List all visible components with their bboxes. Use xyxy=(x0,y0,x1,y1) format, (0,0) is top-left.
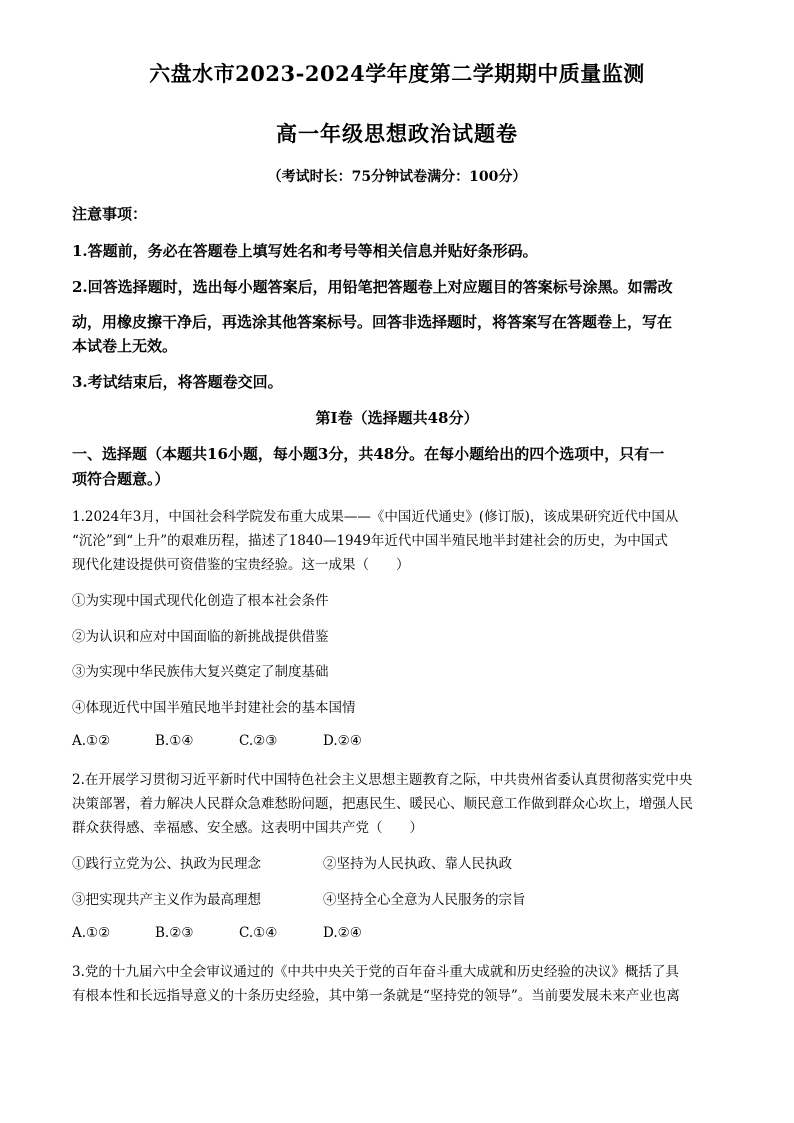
section-instructions-line-1: 一、选择题（本题共16小题，每小题3分，共48分。在每小题给出的四个选项中，只有一 xyxy=(72,445,665,463)
question-2-statement-3: ③把实现共产主义作为最高理想 xyxy=(72,892,261,908)
question-2-option-a[interactable]: A.①② xyxy=(72,925,111,941)
exam-duration-info: （考试时长：75分钟试卷满分：100分） xyxy=(267,169,527,185)
question-1-stem-line-3: 现代化建设提供可资借鉴的宝贵经验。这一成果（ ） xyxy=(72,557,410,573)
question-2-stem-line-2: 决策部署，着力解决人民群众急难愁盼问题，把惠民生、暖民心、顺民意工作做到群众心坎上，增强人民 xyxy=(72,796,693,812)
question-2-stem-line-3: 群众获得感、幸福感、安全感。这表明中国共产党（ ） xyxy=(72,820,423,836)
question-1-option-c[interactable]: C.②③ xyxy=(239,733,278,749)
question-2-statement-4: ④坚持全心全意为人民服务的宗旨 xyxy=(323,892,526,908)
question-1-statement-3: ③为实现中华民族伟大复兴奠定了制度基础 xyxy=(72,664,329,680)
notice-heading: 注意事项： xyxy=(72,205,148,223)
question-2-statement-2: ②坚持为人民执政、靠人民执政 xyxy=(323,856,512,872)
question-2-stem-line-1: 2.在开展学习贯彻习近平新时代中国特色社会主义思想主题教育之际，中共贵州省委认真贯彻落实党中央 xyxy=(72,772,693,788)
section-instructions-line-2: 项符合题意。） xyxy=(72,470,170,488)
notice-item-3: 3.考试结束后，将答题卷交回。 xyxy=(72,373,283,391)
question-1-stem-line-2: “沉沦”到“上升”的艰难历程，描述了1840—1949年近代中国半殖民地半封建社会的历史，为中国式 xyxy=(72,533,668,549)
question-2-option-c[interactable]: C.①④ xyxy=(239,925,278,941)
question-2-option-d[interactable]: D.②④ xyxy=(323,925,362,941)
notice-item-2-line-1: 2.回答选择题时，选出每小题答案后，用铅笔把答题卷上对应题目的答案标号涂黑。如需改 xyxy=(72,278,673,296)
question-1-option-a[interactable]: A.①② xyxy=(72,733,111,749)
exam-title: 六盘水市2023-2024学年度第二学期期中质量监测 xyxy=(149,61,645,86)
exam-subtitle: 高一年级思想政治试题卷 xyxy=(276,121,518,146)
volume-title: 第Ⅰ卷（选择题共48分） xyxy=(315,409,479,427)
notice-item-2-line-3: 本试卷上无效。 xyxy=(72,337,178,355)
question-2-option-b[interactable]: B.②③ xyxy=(155,925,194,941)
question-3-stem-line-2: 有根本性和长远指导意义的十条历史经验，其中第一条就是“坚持党的领导”。当前要发展未来产业也离 xyxy=(72,988,680,1004)
notice-item-2-line-2: 动，用橡皮擦干净后，再选涂其他答案标号。回答非选择题时，将答案写在答题卷上，写在 xyxy=(72,313,673,331)
question-3-stem-line-1: 3.党的十九届六中全会审议通过的《中共中央关于党的百年奋斗重大成就和历史经验的决议》概括了具 xyxy=(72,964,679,980)
question-1-statement-1: ①为实现中国式现代化创造了根本社会条件 xyxy=(72,593,329,609)
question-2-statement-1: ①践行立党为公、执政为民理念 xyxy=(72,856,261,872)
question-1-option-b[interactable]: B.①④ xyxy=(155,733,194,749)
question-1-statement-2: ②为认识和应对中国面临的新挑战提供借鉴 xyxy=(72,629,329,645)
question-1-stem-line-1: 1.2024年3月，中国社会科学院发布重大成果——《中国近代通史》(修订版)，该成果研究近代中国从 xyxy=(72,509,679,525)
question-1-option-d[interactable]: D.②④ xyxy=(323,733,362,749)
question-1-statement-4: ④体现近代中国半殖民地半封建社会的基本国情 xyxy=(72,700,356,716)
notice-item-1: 1.答题前，务必在答题卷上填写姓名和考号等相关信息并贴好条形码。 xyxy=(72,242,538,260)
